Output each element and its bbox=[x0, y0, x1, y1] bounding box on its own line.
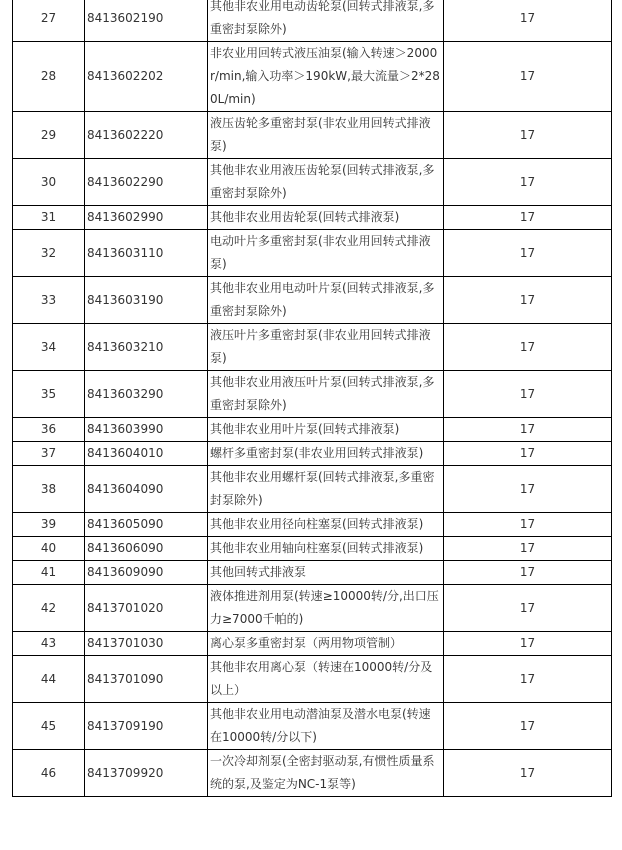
row-number: 46 bbox=[13, 750, 85, 797]
product-description: 非农业用回转式液压油泵(输入转速＞2000r/min,输入功率＞190kW,最大流量＞2*280L/min) bbox=[208, 42, 444, 112]
table-row bbox=[13, 442, 612, 466]
row-number: 29 bbox=[13, 112, 85, 159]
row-number: 43 bbox=[13, 632, 85, 656]
rate-value: 17 bbox=[444, 561, 612, 585]
row-number: 41 bbox=[13, 561, 85, 585]
rate-value: 17 bbox=[444, 230, 612, 277]
hs-code: 8413606090 bbox=[85, 537, 208, 561]
row-number: 32 bbox=[13, 230, 85, 277]
product-description: 螺杆多重密封泵(非农业用回转式排液泵) bbox=[208, 442, 444, 466]
product-description: 其他非农业用电动潜油泵及潜水电泵(转速在10000转/分以下) bbox=[208, 703, 444, 750]
hs-code: 8413602290 bbox=[85, 159, 208, 206]
hs-code: 8413709920 bbox=[85, 750, 208, 797]
product-description: 液体推进剂用泵(转速≥10000转/分,出口压力≥7000千帕的) bbox=[208, 585, 444, 632]
product-description: 其他非农业用叶片泵(回转式排液泵) bbox=[208, 418, 444, 442]
hs-code: 8413604090 bbox=[85, 466, 208, 513]
product-description: 其他非农业用齿轮泵(回转式排液泵) bbox=[208, 206, 444, 230]
product-description: 一次冷却剂泵(全密封驱动泵,有惯性质量系统的泵,及鉴定为NC-1泵等) bbox=[208, 750, 444, 797]
row-number: 33 bbox=[13, 277, 85, 324]
rate-value: 17 bbox=[444, 159, 612, 206]
product-description: 液压齿轮多重密封泵(非农业用回转式排液泵) bbox=[208, 112, 444, 159]
table-row bbox=[13, 537, 612, 561]
product-description: 其他非农业用轴向柱塞泵(回转式排液泵) bbox=[208, 537, 444, 561]
row-number: 31 bbox=[13, 206, 85, 230]
product-description: 其他非农业用径向柱塞泵(回转式排液泵) bbox=[208, 513, 444, 537]
hs-code: 8413602990 bbox=[85, 206, 208, 230]
row-number: 38 bbox=[13, 466, 85, 513]
row-number: 36 bbox=[13, 418, 85, 442]
rate-value: 17 bbox=[444, 632, 612, 656]
row-number: 45 bbox=[13, 703, 85, 750]
row-number: 39 bbox=[13, 513, 85, 537]
table-row bbox=[13, 632, 612, 656]
hs-code: 8413709190 bbox=[85, 703, 208, 750]
table-row bbox=[13, 703, 612, 750]
product-description: 其他非农用离心泵（转速在10000转/分及以上） bbox=[208, 656, 444, 703]
rate-value: 17 bbox=[444, 0, 612, 42]
table-row bbox=[13, 42, 612, 112]
table-row bbox=[13, 561, 612, 585]
rate-value: 17 bbox=[444, 513, 612, 537]
table-row bbox=[13, 371, 612, 418]
rate-value: 17 bbox=[444, 371, 612, 418]
table-row bbox=[13, 112, 612, 159]
table-row bbox=[13, 656, 612, 703]
rate-value: 17 bbox=[444, 418, 612, 442]
row-number: 37 bbox=[13, 442, 85, 466]
table-row bbox=[13, 418, 612, 442]
hs-code: 8413602220 bbox=[85, 112, 208, 159]
table-row bbox=[13, 324, 612, 371]
row-number: 34 bbox=[13, 324, 85, 371]
rate-value: 17 bbox=[444, 442, 612, 466]
row-number: 28 bbox=[13, 42, 85, 112]
rate-value: 17 bbox=[444, 112, 612, 159]
table-row bbox=[13, 230, 612, 277]
hs-code: 8413602190 bbox=[85, 0, 208, 42]
rate-value: 17 bbox=[444, 42, 612, 112]
hs-code: 8413701090 bbox=[85, 656, 208, 703]
row-number: 40 bbox=[13, 537, 85, 561]
hs-code: 8413603110 bbox=[85, 230, 208, 277]
rate-value: 17 bbox=[444, 656, 612, 703]
rate-value: 17 bbox=[444, 750, 612, 797]
rate-value: 17 bbox=[444, 585, 612, 632]
product-description: 其他非农业用电动齿轮泵(回转式排液泵,多重密封泵除外) bbox=[208, 0, 444, 42]
row-number: 35 bbox=[13, 371, 85, 418]
hs-code: 8413602202 bbox=[85, 42, 208, 112]
hs-code: 8413701030 bbox=[85, 632, 208, 656]
table-row bbox=[13, 159, 612, 206]
table-row bbox=[13, 513, 612, 537]
product-description: 其他非农业用电动叶片泵(回转式排液泵,多重密封泵除外) bbox=[208, 277, 444, 324]
rate-value: 17 bbox=[444, 466, 612, 513]
hs-code: 8413603990 bbox=[85, 418, 208, 442]
row-number: 44 bbox=[13, 656, 85, 703]
hs-code: 8413609090 bbox=[85, 561, 208, 585]
rate-value: 17 bbox=[444, 206, 612, 230]
table-row bbox=[13, 0, 612, 42]
rate-value: 17 bbox=[444, 537, 612, 561]
table-row bbox=[13, 750, 612, 797]
rate-value: 17 bbox=[444, 703, 612, 750]
product-description: 其他回转式排液泵 bbox=[208, 561, 444, 585]
table-row bbox=[13, 277, 612, 324]
product-description: 液压叶片多重密封泵(非农业用回转式排液泵) bbox=[208, 324, 444, 371]
table-row bbox=[13, 585, 612, 632]
table-row bbox=[13, 466, 612, 513]
product-description: 离心泵多重密封泵（两用物项管制） bbox=[208, 632, 444, 656]
tariff-table bbox=[12, 0, 612, 797]
rate-value: 17 bbox=[444, 277, 612, 324]
table-row bbox=[13, 206, 612, 230]
hs-code: 8413603190 bbox=[85, 277, 208, 324]
row-number: 30 bbox=[13, 159, 85, 206]
product-description: 电动叶片多重密封泵(非农业用回转式排液泵) bbox=[208, 230, 444, 277]
product-description: 其他非农业用液压齿轮泵(回转式排液泵,多重密封泵除外) bbox=[208, 159, 444, 206]
hs-code: 8413604010 bbox=[85, 442, 208, 466]
rate-value: 17 bbox=[444, 324, 612, 371]
hs-code: 8413603290 bbox=[85, 371, 208, 418]
product-description: 其他非农业用液压叶片泵(回转式排液泵,多重密封泵除外) bbox=[208, 371, 444, 418]
hs-code: 8413605090 bbox=[85, 513, 208, 537]
row-number: 42 bbox=[13, 585, 85, 632]
hs-code: 8413701020 bbox=[85, 585, 208, 632]
hs-code: 8413603210 bbox=[85, 324, 208, 371]
product-description: 其他非农业用螺杆泵(回转式排液泵,多重密封泵除外) bbox=[208, 466, 444, 513]
row-number: 27 bbox=[13, 0, 85, 42]
